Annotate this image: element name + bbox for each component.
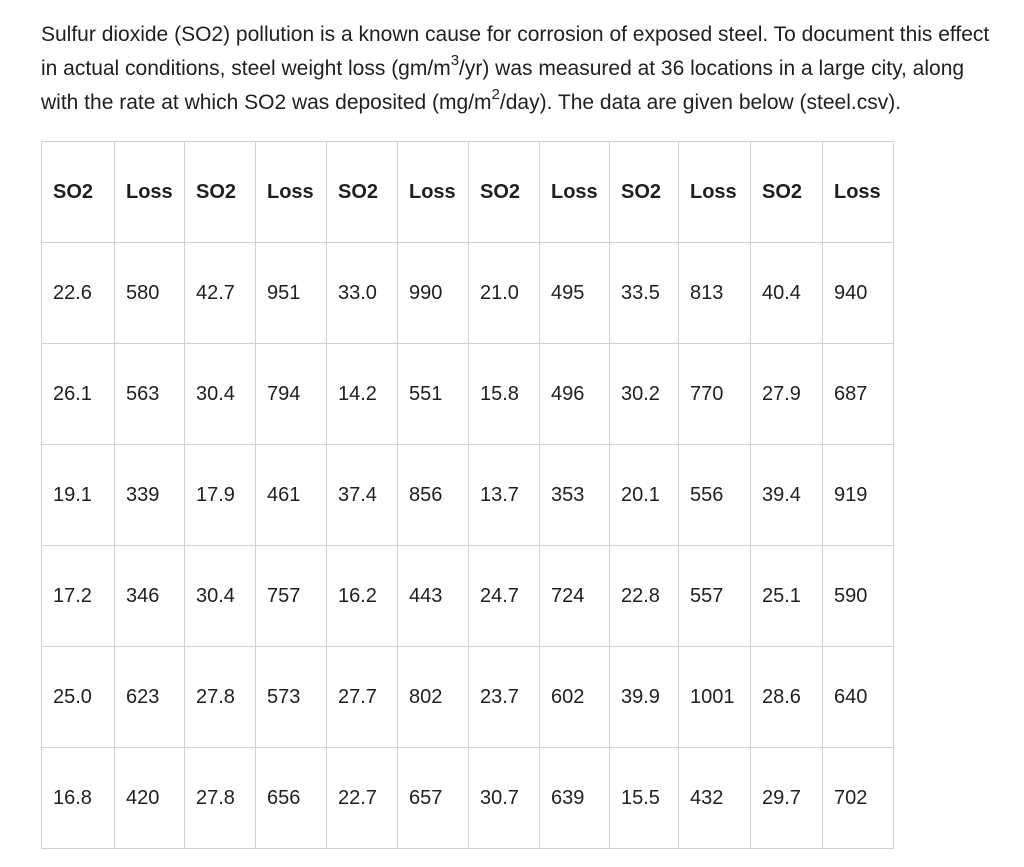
description-line-1-text: Sulfur dioxide (SO2) pollution is a known cause for corrosion of exposed steel. To document this effect (41, 23, 990, 46)
so2-cell: 30.4 (185, 344, 256, 445)
description-line-3 (41, 86, 1024, 120)
so2-cell: 33.5 (610, 243, 679, 344)
cubic-superscript: 3 (450, 52, 460, 69)
so2-cell: 17.9 (185, 445, 256, 546)
so2-cell: 30.7 (469, 748, 540, 849)
loss-cell: 443 (398, 546, 469, 647)
so2-cell: 40.4 (751, 243, 823, 344)
description-line-3-part-a: with the rate at which SO2 was deposited (mg/m (41, 91, 492, 114)
loss-cell: 802 (398, 647, 469, 748)
loss-cell: 919 (823, 445, 894, 546)
loss-cell: 640 (823, 647, 894, 748)
so2-cell: 17.2 (42, 546, 115, 647)
so2-cell: 25.0 (42, 647, 115, 748)
so2-cell: 20.1 (610, 445, 679, 546)
loss-cell: 590 (823, 546, 894, 647)
squared-superscript: 2 (491, 86, 500, 103)
loss-cell: 1001 (679, 647, 751, 748)
so2-cell: 19.1 (42, 445, 115, 546)
loss-cell: 461 (256, 445, 327, 546)
column-header-loss: Loss (115, 142, 185, 243)
column-header-loss: Loss (540, 142, 610, 243)
data-table-container (41, 141, 894, 849)
so2-cell: 33.0 (327, 243, 398, 344)
loss-cell: 856 (398, 445, 469, 546)
loss-cell: 702 (823, 748, 894, 849)
description-line-2-part-b: /yr) was measured at 36 locations in a large city, along (459, 57, 965, 80)
loss-cell: 951 (256, 243, 327, 344)
loss-cell: 813 (679, 243, 751, 344)
loss-cell: 495 (540, 243, 610, 344)
loss-cell: 580 (115, 243, 185, 344)
so2-cell: 16.2 (327, 546, 398, 647)
so2-cell: 16.8 (42, 748, 115, 849)
table-row (42, 243, 894, 344)
loss-cell: 770 (679, 344, 751, 445)
table-row (42, 748, 894, 849)
so2-cell: 14.2 (327, 344, 398, 445)
loss-cell: 557 (679, 546, 751, 647)
column-header-loss: Loss (823, 142, 894, 243)
so2-cell: 26.1 (42, 344, 115, 445)
loss-cell: 724 (540, 546, 610, 647)
so2-cell: 29.7 (751, 748, 823, 849)
loss-cell: 940 (823, 243, 894, 344)
steel-data-table (41, 141, 894, 849)
column-header-so2: SO2 (327, 142, 398, 243)
table-row (42, 546, 894, 647)
loss-cell: 657 (398, 748, 469, 849)
table-row (42, 445, 894, 546)
so2-cell: 13.7 (469, 445, 540, 546)
column-header-so2: SO2 (469, 142, 540, 243)
loss-cell: 496 (540, 344, 610, 445)
so2-cell: 27.8 (185, 647, 256, 748)
so2-cell: 39.4 (751, 445, 823, 546)
so2-cell: 42.7 (185, 243, 256, 344)
loss-cell: 556 (679, 445, 751, 546)
column-header-loss: Loss (256, 142, 327, 243)
so2-cell: 22.6 (42, 243, 115, 344)
loss-cell: 432 (679, 748, 751, 849)
loss-cell: 563 (115, 344, 185, 445)
column-header-loss: Loss (398, 142, 469, 243)
header-row (42, 142, 894, 243)
description-line-2 (41, 52, 1024, 86)
so2-cell: 15.5 (610, 748, 679, 849)
loss-cell: 687 (823, 344, 894, 445)
column-header-so2: SO2 (185, 142, 256, 243)
description-line-2-part-a: in actual conditions, steel weight loss (gm/m (41, 57, 451, 80)
so2-cell: 27.9 (751, 344, 823, 445)
so2-cell: 23.7 (469, 647, 540, 748)
description-line-1 (41, 18, 1024, 52)
so2-cell: 24.7 (469, 546, 540, 647)
so2-cell: 37.4 (327, 445, 398, 546)
table-header (42, 142, 894, 243)
loss-cell: 656 (256, 748, 327, 849)
column-header-so2: SO2 (751, 142, 823, 243)
loss-cell: 990 (398, 243, 469, 344)
loss-cell: 339 (115, 445, 185, 546)
description-line-3-part-b: /day). The data are given below (steel.csv). (499, 91, 902, 114)
table-row (42, 344, 894, 445)
so2-cell: 28.6 (751, 647, 823, 748)
loss-cell: 639 (540, 748, 610, 849)
loss-cell: 757 (256, 546, 327, 647)
so2-cell: 25.1 (751, 546, 823, 647)
loss-cell: 602 (540, 647, 610, 748)
so2-cell: 22.7 (327, 748, 398, 849)
loss-cell: 551 (398, 344, 469, 445)
table-row (42, 647, 894, 748)
so2-cell: 27.7 (327, 647, 398, 748)
loss-cell: 573 (256, 647, 327, 748)
so2-cell: 30.2 (610, 344, 679, 445)
so2-cell: 21.0 (469, 243, 540, 344)
loss-cell: 420 (115, 748, 185, 849)
problem-description (41, 18, 1024, 120)
column-header-so2: SO2 (610, 142, 679, 243)
column-header-so2: SO2 (42, 142, 115, 243)
table-body (42, 243, 894, 849)
loss-cell: 623 (115, 647, 185, 748)
column-header-loss: Loss (679, 142, 751, 243)
so2-cell: 30.4 (185, 546, 256, 647)
so2-cell: 39.9 (610, 647, 679, 748)
loss-cell: 794 (256, 344, 327, 445)
loss-cell: 353 (540, 445, 610, 546)
so2-cell: 15.8 (469, 344, 540, 445)
so2-cell: 27.8 (185, 748, 256, 849)
so2-cell: 22.8 (610, 546, 679, 647)
loss-cell: 346 (115, 546, 185, 647)
